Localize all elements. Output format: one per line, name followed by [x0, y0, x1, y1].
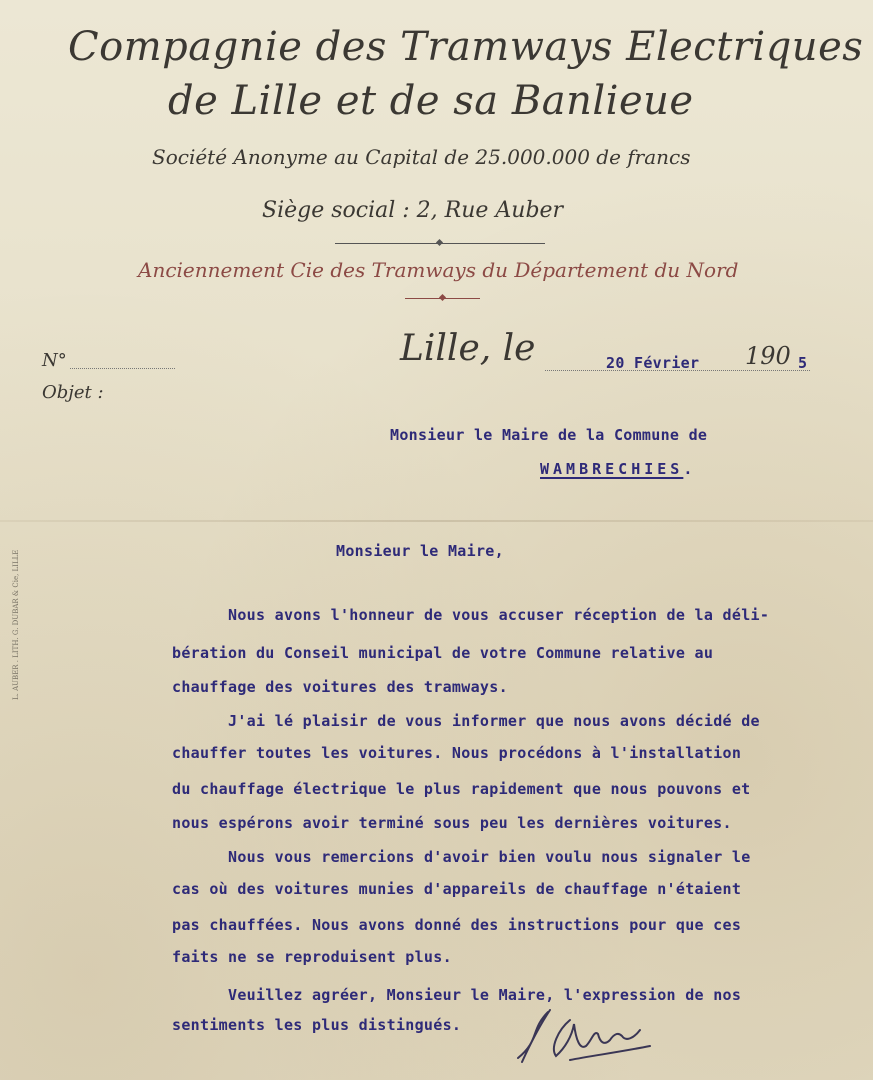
body-line: du chauffage électrique le plus rapidement que nous pouvons et: [172, 780, 751, 798]
body-line: Nous vous remercions d'avoir bien voulu nous signaler le: [228, 848, 751, 866]
commune-name: WAMBRECHIES: [540, 460, 684, 478]
company-name-line2: de Lille et de sa Banlieue: [168, 78, 694, 124]
number-label: N°: [42, 350, 67, 371]
body-line: Veuillez agréer, Monsieur le Maire, l'expression de nos: [228, 986, 742, 1004]
body-line: J'ai lé plaisir de vous informer que nous avons décidé de: [228, 712, 760, 730]
objet-label: Objet :: [42, 382, 104, 403]
body-line: bération du Conseil municipal de votre Commune relative au: [172, 644, 714, 662]
paper-fold: [0, 520, 873, 522]
body-line: nous espérons avoir terminé sous peu les dernières voitures.: [172, 814, 732, 832]
printer-mark: L. AUBER . LITH. G. DUBAR & Cie, LILLE: [12, 549, 20, 700]
date-typed: 20 Février: [606, 354, 700, 372]
body-line: cas où des voitures munies d'appareils de chauffage n'étaient: [172, 880, 742, 898]
body-line: chauffer toutes les voitures. Nous procédons à l'installation: [172, 744, 742, 762]
body-line: sentiments les plus distingués.: [172, 1016, 462, 1034]
company-formerly: Anciennement Cie des Tramways du Département du Nord: [138, 258, 739, 282]
recipient-line: Monsieur le Maire de la Commune de: [390, 426, 708, 444]
recipient-commune: [540, 460, 696, 478]
commune-suffix: .: [683, 460, 697, 478]
body-line: pas chauffées. Nous avons donné des instructions pour que ces: [172, 916, 742, 934]
year-typed: 5: [798, 354, 808, 372]
company-name-line1: Compagnie des Tramways Electriques: [68, 24, 864, 70]
body-line: chauffage des voitures des tramways.: [172, 678, 508, 696]
signature: [510, 1000, 660, 1075]
body-line: faits ne se reproduisent plus.: [172, 948, 452, 966]
salutation: Monsieur le Maire,: [336, 542, 504, 560]
company-siege: Siège social : 2, Rue Auber: [262, 198, 564, 223]
company-capital: Société Anonyme au Capital de 25.000.000 de francs: [152, 145, 691, 169]
number-field: [70, 368, 175, 369]
divider-ornament-red: [439, 294, 446, 301]
divider-ornament: [436, 239, 443, 246]
year-prefix: 190: [745, 342, 791, 370]
place-label: Lille, le: [400, 328, 536, 369]
body-line: Nous avons l'honneur de vous accuser réception de la déli-: [228, 606, 770, 624]
